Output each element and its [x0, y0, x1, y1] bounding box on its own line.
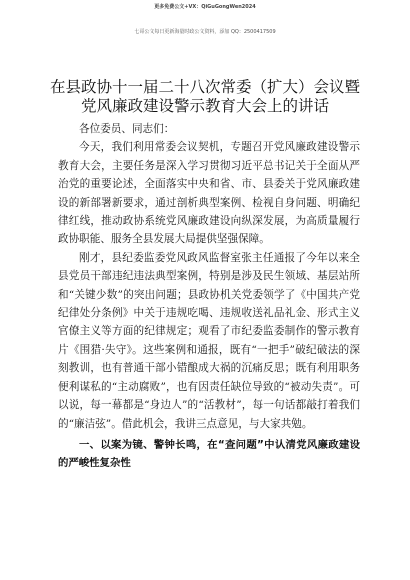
promo-subheader-line: 七哥公文每日更新海量时政公文资料，添加 QQ：2500417509	[134, 29, 276, 35]
paragraph-1: 今天，我们利用常委会议契机，专题召开党风廉政建设警示教育大会，主要任务是深入学习贯彻习近平总书记关于全面从严治党的重要论述，全面落实中央和省、市、县委关于党风廉政建设的新部署新要求，通过剖析典型案例、检视自身问题、明确纪律红线，推动政协系统党风廉政建设向纵深发展，为高质量履行政协职能、服务全县发展大局提供坚强保障。	[58, 141, 360, 246]
section-heading-1: 一、以案为镜、警钟长鸣，在“查问题”中认清党风廉政建设的严峻性复杂性	[58, 438, 360, 470]
title-line-1: 在县政协十一届二十八次常委（扩大）会议暨	[49, 78, 360, 96]
salutation: 各位委员、同志们：	[79, 123, 175, 135]
promo-header-line: 更多免费公文+VX：QiGuGongWen2024	[154, 4, 256, 10]
title-line-2: 党风廉政建设警示教育大会上的讲话	[80, 97, 329, 115]
document-title	[40, 78, 370, 116]
document-body	[58, 120, 360, 473]
paragraph-2: 刚才，县纪委监委党风政风监督室张主任通报了今年以来全县党员干部违纪违法典型案例，特别是涉及民生领域、基层站所和“关键少数”的突出问题；县政协机关党委领学了《中国共产党纪律处分条例》中关于违规吃喝、违规收送礼品礼金、形式主义官僚主义等方面的纪律规定；观看了市纪委监委制作的警示教育片《围猎·失守》。这些案例和通报，既有“一把手”破纪破法的深刻教训，也有普通干部小错酿成大祸的沉痛反思；既有利用职务便利谋私的“主动腐败”，也有因责任缺位导致的“被动失责”。可以说，每一幕都是“身边人”的“活教材”，每一句话都敲打着我们的“廉洁弦”。借此机会，我讲三点意见，与大家共勉。	[58, 251, 360, 430]
